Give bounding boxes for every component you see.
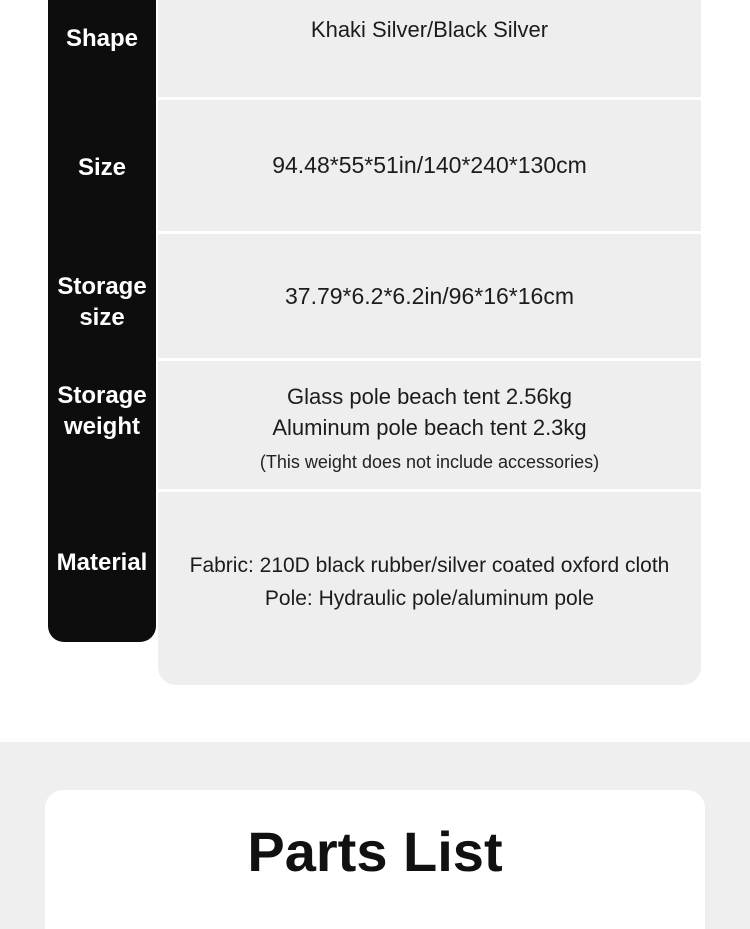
spec-value-shape: Khaki Silver/Black Silver: [310, 17, 549, 42]
spec-value-material-fabric: Fabric: 210D black rubber/silver coated oxford cloth: [189, 553, 670, 577]
spec-value-storage-weight-glass: Glass pole beach tent 2.56kg: [287, 384, 572, 409]
parts-list-title: Parts List: [247, 820, 503, 883]
spec-value-storage-weight-note: (This weight does not include accessories): [259, 452, 600, 472]
spec-label-material: Material: [56, 549, 148, 576]
spec-value-material-pole: Pole: Hydraulic pole/aluminum pole: [264, 586, 595, 610]
spec-value-storage-size: 37.79*6.2*6.2in/96*16*16cm: [284, 282, 574, 309]
spec-label-storage-size: Storage size: [57, 273, 147, 331]
spec-row-size: [158, 100, 701, 231]
spec-label-storage-weight: Storage weight: [57, 382, 147, 440]
spec-label-shape: Shape: [65, 25, 139, 52]
parts-list-card: [45, 790, 705, 929]
spec-row-storage-weight: [158, 361, 701, 489]
spec-value-size: 94.48*55*51in/140*240*130cm: [272, 152, 587, 178]
spec-row-material: [158, 492, 701, 685]
spec-row-storage-size: [158, 234, 701, 358]
spec-label-size: Size: [77, 154, 127, 181]
spec-row-shape: [158, 0, 701, 97]
parts-section: [0, 742, 750, 929]
spec-value-storage-weight-aluminum: Aluminum pole beach tent 2.3kg: [272, 415, 587, 440]
spec-label-sidebar: [48, 0, 156, 642]
